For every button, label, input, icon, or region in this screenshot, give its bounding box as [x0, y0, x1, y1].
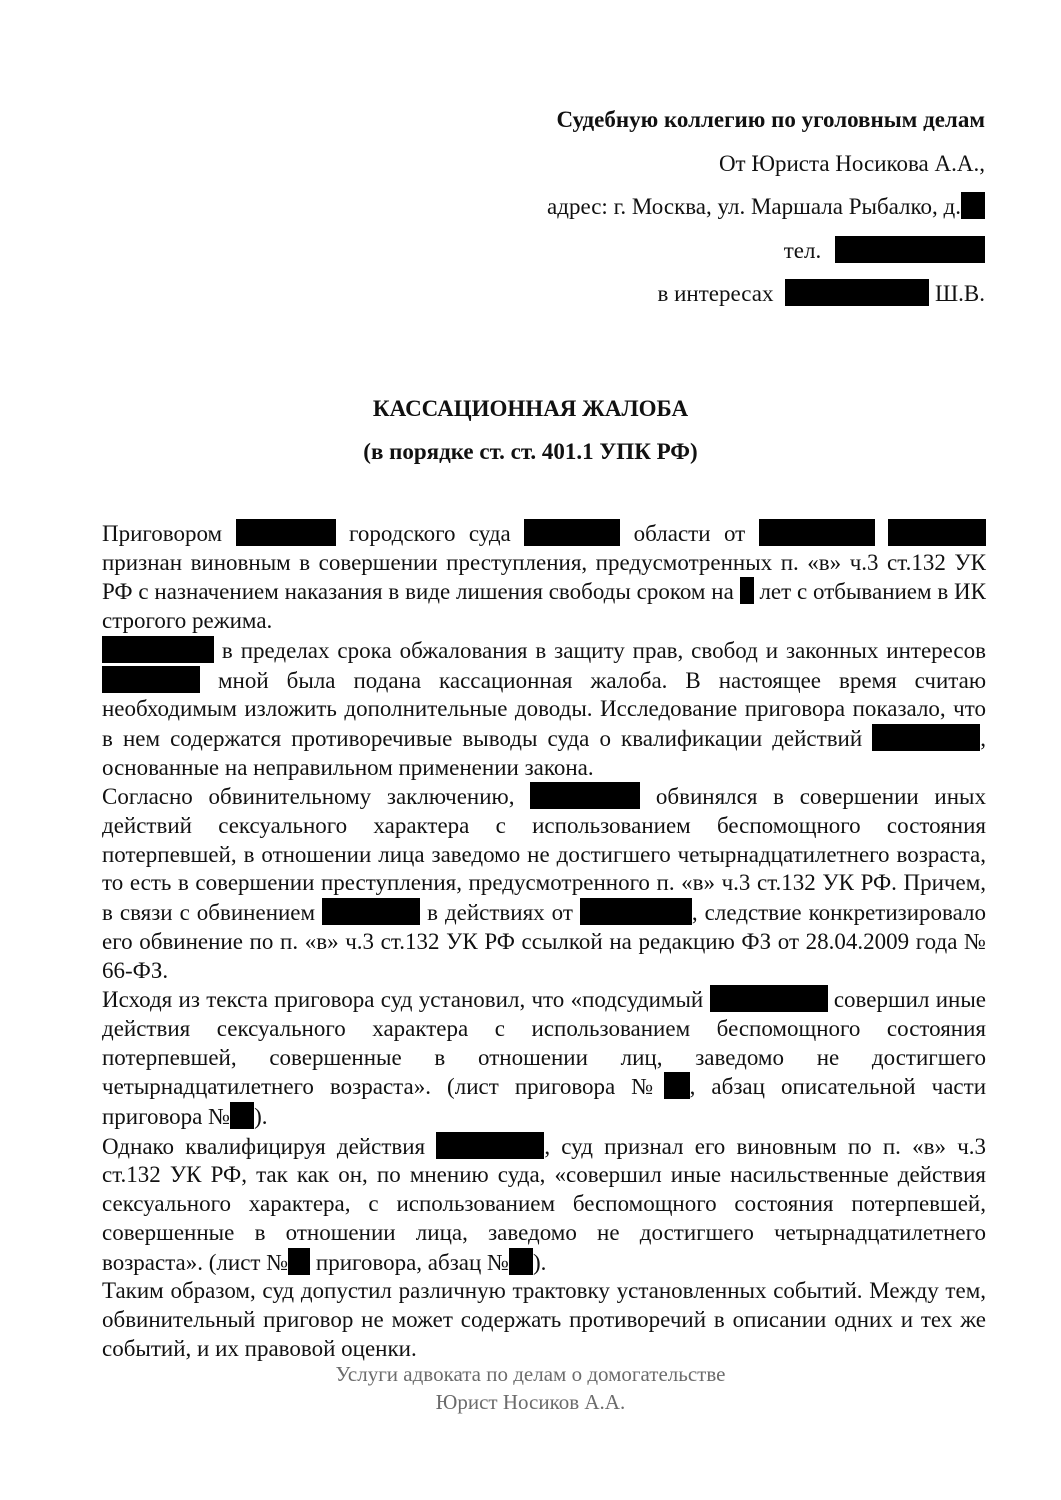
text-run: признан виновным в совершении преступления, предусмотренных п. «в» ч.3 ст.132 УК РФ с назначением наказания в виде лишения свободы сроком на	[102, 549, 986, 605]
redacted-block	[785, 279, 929, 306]
redacted-block	[888, 519, 986, 546]
redacted-block	[524, 519, 620, 546]
text-run: , абзац описательной части приговора №	[102, 1074, 987, 1130]
from-line: От Юриста Носикова А.А.,	[718, 150, 985, 176]
text-run: , основанные на неправильном применении закона.	[102, 725, 986, 780]
redacted-block	[835, 236, 985, 263]
text-run: обвинялся в совершении иных действий сексуального характера с использованием беспомощного состояния потерпевшей, в отношении лица заведомо не достигшего четырнадцатилетнего возраста, то есть в совершении преступления, предусмотренного п. «в» ч.3 ст.132 УК РФ. Причем, в связи с обвинением	[102, 784, 986, 926]
interests-line	[547, 272, 985, 316]
redacted-block	[436, 1132, 544, 1159]
text-run: Согласно обвинительному заключению,	[102, 784, 515, 810]
redacted-block	[102, 636, 214, 663]
redacted-block	[664, 1072, 690, 1099]
text-run: мной была подана кассационная жалоба. В настоящее время считаю необходимым изложить дополнительные доводы. Исследование приговора показало, что в нем содержатся противоречивые выводы суда о квалификации действий	[102, 667, 987, 751]
phone-label: тел.	[783, 237, 822, 263]
redacted-block	[102, 666, 200, 693]
text-run: ).	[533, 1249, 547, 1275]
text-run: области от	[633, 521, 746, 546]
document-body	[102, 519, 986, 1363]
text-run: Приговором	[102, 521, 223, 546]
text-run: лет с отбыванием в ИК строгого режима.	[102, 579, 987, 634]
text-run: городского суда	[348, 521, 511, 546]
interests-suffix: Ш.В.	[934, 281, 985, 306]
addressee-block	[547, 98, 985, 316]
text-run: в пределах срока обжалования в защиту прав, свобод и законных интересов	[221, 637, 987, 663]
redacted-block	[961, 192, 985, 219]
redacted-block	[740, 577, 754, 604]
redacted-block	[580, 898, 692, 925]
phone-line	[547, 229, 985, 273]
redacted-block	[759, 519, 875, 546]
text-run: , суд признал его виновным по п. «в» ч.3 ст.132 УК РФ, так как он, по мнению суда, «совершил иные насильственные действия сексуального характера, с использованием беспомощного состояния потерпевшей, совершенные в отношении лица, заведомо не достигшего четырнадцатилетнего возраста». (лист №	[102, 1133, 987, 1275]
interests-label: в интересах	[657, 281, 774, 306]
footer-line-1: Услуги адвоката по делам о домогательстве	[335, 1362, 726, 1386]
redacted-block	[710, 985, 828, 1012]
text-run: , следствие конкретизировало его обвинение по п. «в» ч.3 ст.132 УК РФ ссылкой на редакцию ФЗ от 28.04.2009 года № 66-ФЗ.	[102, 900, 986, 983]
text-run: приговора, абзац №	[315, 1249, 510, 1275]
redacted-block	[322, 898, 420, 925]
redacted-block	[872, 724, 980, 751]
redacted-block	[230, 1102, 254, 1129]
text-run: Однако квалифицируя действия	[102, 1133, 426, 1159]
paragraph-1	[102, 519, 986, 636]
address-line	[547, 185, 985, 229]
footer-line-2: Юрист Носиков А.А.	[435, 1390, 626, 1414]
paragraph-5	[102, 1132, 986, 1278]
paragraph-2	[102, 636, 986, 783]
redacted-block	[288, 1248, 310, 1275]
text-run: ).	[254, 1104, 268, 1130]
document-subtitle: (в порядке ст. ст. 401.1 УПК РФ)	[363, 439, 698, 464]
address-text: адрес: г. Москва, ул. Маршала Рыбалко, д.	[547, 194, 961, 219]
recipient-line: Судебную коллегию по уголовным делам	[556, 107, 985, 132]
text-run: в действиях от	[427, 900, 573, 926]
paragraph-3	[102, 782, 986, 985]
document-title: КАССАЦИОННАЯ ЖАЛОБА	[372, 396, 689, 421]
redacted-block	[509, 1248, 533, 1275]
paragraph-6: Таким образом, суд допустил различную трактовку установленных событий. Между тем, обвинительный приговор не может содержать противоречий в описании одних и тех же событий, и их правовой оценки.	[102, 1278, 986, 1361]
text-run: Исходя из текста приговора суд установил, что «подсудимый	[102, 987, 704, 1013]
paragraph-4	[102, 985, 986, 1132]
redacted-block	[236, 519, 336, 546]
redacted-block	[530, 782, 640, 809]
text-run: совершил иные действия сексуального характера с использованием беспомощного состояния потерпевшей, совершенные в отношении лиц, заведомо не достигшего четырнадцатилетнего возраста». (лист приговора №	[102, 987, 987, 1100]
